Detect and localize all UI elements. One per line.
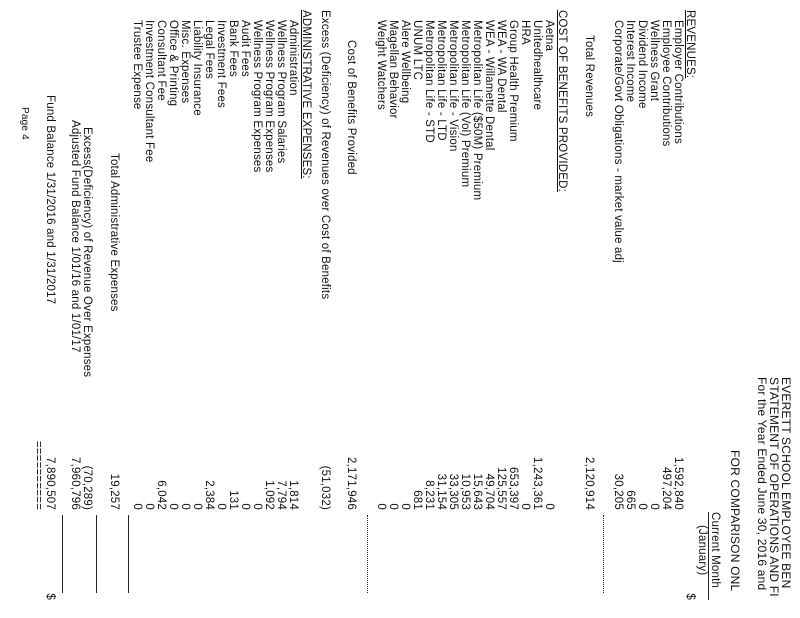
page-number: Page 4 xyxy=(19,107,30,140)
fund-balance-value: 7,890,507 xyxy=(44,457,56,510)
dollar-sign: $ xyxy=(44,593,56,600)
total-admin-label: Total Administrative Expenses xyxy=(108,153,120,312)
benefit-value: 0 xyxy=(387,503,399,510)
revenue-label: Employee Contributions xyxy=(660,20,672,147)
excess-over-benefits-label: Excess (Deficiency) of Revenues over Cost of Benefits xyxy=(319,10,331,300)
benefit-label: Group Health Premium xyxy=(507,20,519,142)
benefit-value: 0 xyxy=(519,503,531,510)
benefit-value: 8,231 xyxy=(423,480,435,510)
excess-over-expenses-label: Excess(Deficiency) of Revenue Over Expenses xyxy=(81,127,93,378)
benefits-heading: COST OF BENEFITS PROVIDED: xyxy=(556,10,568,192)
benefit-value: 653,397 xyxy=(507,467,519,510)
benefit-value: 33,305 xyxy=(447,473,459,510)
total-revenues-label: Total Revenues xyxy=(583,35,595,118)
admin-label: Audit Fees xyxy=(239,20,251,77)
benefits-total-rule xyxy=(367,515,368,593)
header-comparison-note: FOR COMPARISON ONL xyxy=(728,450,742,592)
benefit-value: 49,704 xyxy=(483,473,495,510)
admin-label: Investment Fees xyxy=(215,20,227,109)
benefit-label: HRA xyxy=(519,20,531,45)
admin-value: 2,384 xyxy=(203,480,215,510)
benefit-value: 0 xyxy=(543,503,555,510)
benefit-value: 681 xyxy=(411,490,423,510)
header-statement-title: STATEMENT OF OPERATIONS AND FI xyxy=(767,377,781,597)
benefit-value: 125,557 xyxy=(495,467,507,510)
revenue-value: 0 xyxy=(648,503,660,510)
admin-value: 0 xyxy=(131,503,143,510)
fund-balance-double-rule: ========== xyxy=(32,440,44,510)
revenues-total-rule xyxy=(603,515,604,593)
total-revenues-value: 2,120,914 xyxy=(583,457,595,510)
admin-value: 7,794 xyxy=(275,480,287,510)
benefit-label: Metropolitan Life - STD xyxy=(423,20,435,143)
admin-heading: ADMINISTRATIVE EXPENSES: xyxy=(300,10,312,179)
excess-over-expenses-value: (70,289) xyxy=(81,465,93,510)
benefit-label: Aetna xyxy=(543,20,555,52)
revenues-heading: REVENUES: xyxy=(684,10,696,79)
cost-of-benefits-value: 2,171,946 xyxy=(345,457,357,510)
benefit-value: 1,243,361 xyxy=(531,457,543,510)
benefit-label: Metropolitan Life (Vol) Premium xyxy=(459,20,471,188)
revenue-label: Wellness Grant xyxy=(648,20,660,102)
revenue-value: 30,205 xyxy=(612,473,624,510)
benefit-label: Metropolitan Life - LTD xyxy=(435,20,447,141)
revenue-label: Employer Contributions xyxy=(672,20,684,144)
fund-balance-label: Fund Balance 1/31/2016 and 1/31/2017 xyxy=(44,95,56,305)
summary-rule xyxy=(96,515,97,593)
admin-value: 0 xyxy=(167,503,179,510)
admin-value: 131 xyxy=(227,490,239,510)
benefit-label: WEA - WA Dental xyxy=(495,20,507,113)
admin-value: 0 xyxy=(179,503,191,510)
admin-total-rule xyxy=(128,515,129,593)
benefit-label: Metropolitan Life - Vision xyxy=(447,20,459,152)
admin-value: 0 xyxy=(143,503,155,510)
admin-label: Consultant Fee xyxy=(155,20,167,101)
column-header-january: (January) xyxy=(696,525,708,576)
benefit-value: 10,953 xyxy=(459,473,471,510)
fund-balance-rule xyxy=(62,515,63,593)
admin-value: 0 xyxy=(239,503,251,510)
cost-of-benefits-label: Cost of Benefits Provided xyxy=(345,40,357,175)
benefit-label: WEA - Willamette Dental xyxy=(483,20,495,151)
admin-label: Wellness Program Salaries xyxy=(275,20,287,164)
adjusted-fund-balance-label: Adjusted Fund Balance 1/01/16 and 1/01/17 xyxy=(69,120,81,353)
column-header-rule xyxy=(708,512,709,600)
excess-over-benefits-value: (51,032) xyxy=(319,465,331,510)
benefit-label: Weight Watchers xyxy=(375,20,387,110)
benefit-label: Alere Wellbeing xyxy=(399,20,411,104)
benefit-label: Magellan Behavior xyxy=(387,20,399,119)
revenue-value: 0 xyxy=(636,503,648,510)
admin-value: 6,042 xyxy=(155,480,167,510)
benefit-label: Unitedhealthcare xyxy=(531,20,543,111)
revenue-label: Dividend Income xyxy=(636,20,648,109)
admin-label: Wellness Program Expenses xyxy=(263,20,275,173)
admin-label: Bank Fees xyxy=(227,20,239,77)
benefit-value: 0 xyxy=(375,503,387,510)
admin-value: 0 xyxy=(215,503,227,510)
admin-value: 1,092 xyxy=(263,480,275,510)
revenue-label: Interest Income xyxy=(624,20,636,103)
admin-label: Trustee Expense xyxy=(131,20,143,110)
admin-value: 1,814 xyxy=(287,480,299,510)
admin-label: Liability Insurance xyxy=(191,20,203,116)
benefit-value: 31,154 xyxy=(435,473,447,510)
admin-label: Office & Printing xyxy=(167,20,179,107)
column-header-current-month: Current Month xyxy=(709,512,721,589)
benefit-label: UNUM LTC xyxy=(411,20,423,81)
dollar-sign: $ xyxy=(684,593,696,600)
admin-label: Misc. Expenses xyxy=(179,20,191,104)
revenue-value: 1,592,840 xyxy=(672,457,684,510)
revenue-label: Corporate/Govt Obligations - market value adj xyxy=(612,20,624,263)
benefit-label: Metropolitan Life ($50M) Premium xyxy=(471,20,483,201)
admin-label: Investment Consultant Fee xyxy=(143,20,155,163)
admin-label: Legal Fees xyxy=(203,20,215,79)
revenue-value: 665 xyxy=(624,490,636,510)
admin-value: 0 xyxy=(251,503,263,510)
benefit-value: 15,643 xyxy=(471,473,483,510)
header-period: For the Year Ended June 30, 2016 and xyxy=(755,377,769,591)
adjusted-fund-balance-value: 7,960,796 xyxy=(69,457,81,510)
header-org-name: EVERETT SCHOOL EMPLOYEE BEN xyxy=(779,377,793,589)
total-admin-value: 19,257 xyxy=(108,473,120,510)
admin-label: Administration xyxy=(287,20,299,96)
admin-label: Wellness Program Expenses xyxy=(251,20,263,173)
benefit-value: 0 xyxy=(399,503,411,510)
revenue-value: 497,204 xyxy=(660,467,672,510)
admin-value: 0 xyxy=(191,503,203,510)
